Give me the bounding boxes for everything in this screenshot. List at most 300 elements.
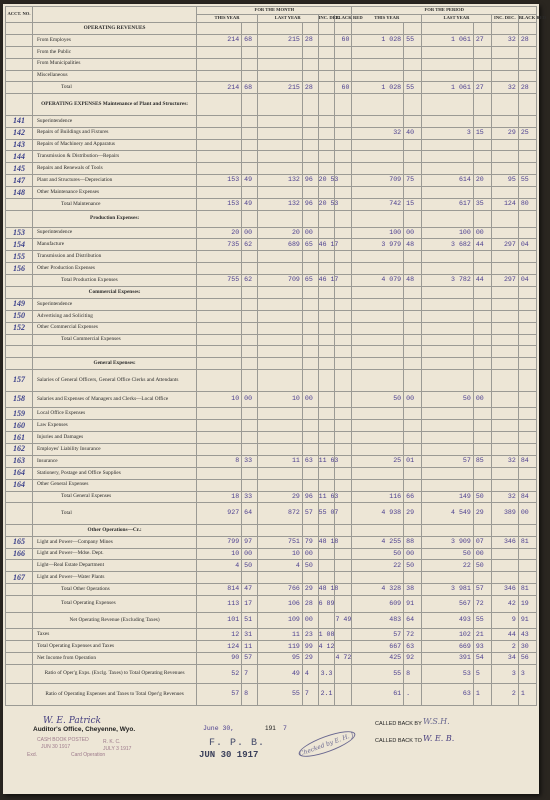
month-last-year-cents	[302, 420, 318, 432]
month-this-year-cents	[242, 286, 258, 298]
month-this-year-cents: 00	[242, 548, 258, 560]
ledger-row	[6, 584, 537, 596]
month-last-year-dollars	[257, 443, 302, 455]
ledger-row	[6, 275, 537, 287]
footer	[3, 706, 539, 794]
month-this-year-dollars	[197, 479, 242, 491]
period-last-year-dollars	[422, 298, 474, 310]
month-last-year-cents: 28	[302, 82, 318, 94]
account-number: 165	[6, 536, 33, 548]
called-back-by-label: CALLED BACK BY	[375, 721, 422, 727]
row-description: Total Other Operations	[32, 584, 196, 596]
period-inc-dec-dollars	[491, 46, 518, 58]
period-this-year-dollars: 50	[352, 391, 404, 408]
ledger-row	[6, 467, 537, 479]
period-inc-dec-cents	[518, 443, 536, 455]
row-description: OPERATING EXPENSES Maintenance of Plant and Structures:	[32, 94, 196, 115]
period-this-year-dollars	[352, 572, 404, 584]
period-last-year-dollars	[422, 370, 474, 391]
period-last-year-dollars	[422, 163, 474, 175]
month-last-year-dollars	[257, 524, 302, 536]
month-red	[335, 596, 352, 613]
called-back-to-initials: W. E. B.	[423, 734, 455, 743]
period-inc-dec-dollars: 95	[491, 175, 518, 187]
period-inc-dec-cents	[518, 251, 536, 263]
month-this-year-cents: 00	[242, 391, 258, 408]
month-this-year-cents	[242, 151, 258, 163]
month-black: 6 89	[318, 596, 335, 613]
period-inc-dec-cents	[518, 115, 536, 127]
month-this-year-cents	[242, 346, 258, 358]
row-description: From Municipalities	[32, 58, 196, 70]
month-this-year-cents	[242, 210, 258, 227]
month-last-year-cents	[302, 334, 318, 346]
period-inc-dec-cents: 43	[518, 629, 536, 641]
account-number: 141	[6, 115, 33, 127]
period-inc-dec-cents	[518, 70, 536, 82]
month-last-year-dollars	[257, 115, 302, 127]
month-red	[335, 187, 352, 199]
period-last-year-dollars	[422, 94, 474, 115]
period-inc-dec-dollars: 3	[491, 665, 518, 684]
row-description: Repairs and Renewals of Tools	[32, 163, 196, 175]
period-last-year-dollars: 100	[422, 227, 474, 239]
month-last-year-dollars	[257, 263, 302, 275]
period-last-year-cents	[473, 187, 491, 199]
period-inc-dec-dollars	[491, 420, 518, 432]
month-red: 60	[335, 34, 352, 46]
month-red	[335, 443, 352, 455]
period-inc-dec-cents: 30	[518, 641, 536, 653]
month-last-year-dollars	[257, 572, 302, 584]
period-last-year-cents	[473, 151, 491, 163]
account-number	[6, 286, 33, 298]
month-black	[318, 82, 335, 94]
period-this-year-cents	[404, 151, 422, 163]
period-this-year-cents: 88	[404, 536, 422, 548]
card-operation-stamp: Card Operation	[71, 752, 106, 758]
period-last-year-cents	[473, 432, 491, 444]
account-number: 145	[6, 163, 33, 175]
account-number: 149	[6, 298, 33, 310]
period-this-year-cents: 91	[404, 596, 422, 613]
account-number: 156	[6, 263, 33, 275]
period-last-year-cents: 50	[473, 491, 491, 503]
period-last-year-dollars: 63	[422, 684, 474, 706]
account-number: 162	[6, 443, 33, 455]
period-last-year-header: LAST YEAR	[422, 15, 492, 23]
month-last-year-dollars	[257, 298, 302, 310]
month-last-year-dollars	[257, 334, 302, 346]
period-last-year-cents	[473, 210, 491, 227]
month-black	[318, 139, 335, 151]
month-last-year-dollars	[257, 70, 302, 82]
month-this-year-dollars: 214	[197, 34, 242, 46]
month-last-year-dollars	[257, 127, 302, 139]
month-red	[335, 310, 352, 322]
month-last-year-dollars: 751	[257, 536, 302, 548]
month-red	[335, 46, 352, 58]
period-this-year-cents: 66	[404, 491, 422, 503]
month-this-year-dollars	[197, 358, 242, 370]
row-description: Local Office Expenses	[32, 408, 196, 420]
row-description: Superintendence	[32, 298, 196, 310]
month-red	[335, 408, 352, 420]
month-red	[335, 391, 352, 408]
month-last-year-cents	[302, 46, 318, 58]
row-description: Law Expenses	[32, 420, 196, 432]
period-last-year-dollars: 391	[422, 653, 474, 665]
month-last-year-dollars: 132	[257, 198, 302, 210]
month-this-year-cents	[242, 298, 258, 310]
account-number	[6, 629, 33, 641]
month-last-year-dollars: 106	[257, 596, 302, 613]
period-inc-dec-dollars	[491, 210, 518, 227]
account-number: 152	[6, 322, 33, 334]
period-last-year-cents: 50	[473, 560, 491, 572]
period-last-year-dollars	[422, 286, 474, 298]
row-description: Advertising and Soliciting	[32, 310, 196, 322]
month-last-year-cents	[302, 443, 318, 455]
month-black	[318, 151, 335, 163]
period-this-year-cents	[404, 334, 422, 346]
period-this-year-cents	[404, 358, 422, 370]
month-this-year-cents	[242, 524, 258, 536]
period-this-year-dollars: 742	[352, 198, 404, 210]
period-this-year-cents	[404, 251, 422, 263]
ledger-row	[6, 358, 537, 370]
period-this-year-dollars	[352, 479, 404, 491]
month-last-year-dollars: 20	[257, 227, 302, 239]
month-red	[335, 127, 352, 139]
period-inc-dec-cents	[518, 23, 536, 35]
period-this-year-cents: 00	[404, 391, 422, 408]
period-inc-dec-dollars	[491, 227, 518, 239]
period-inc-dec-dollars	[491, 139, 518, 151]
period-last-year-dollars	[422, 139, 474, 151]
period-last-year-dollars: 614	[422, 175, 474, 187]
account-number	[6, 34, 33, 46]
month-black-red-header: BLACK RED	[335, 15, 352, 23]
month-last-year-dollars	[257, 139, 302, 151]
month-this-year-dollars	[197, 432, 242, 444]
month-this-year-dollars	[197, 151, 242, 163]
month-black	[318, 70, 335, 82]
period-this-year-dollars	[352, 432, 404, 444]
period-this-year-cents: .	[404, 684, 422, 706]
month-red	[335, 572, 352, 584]
month-this-year-dollars	[197, 408, 242, 420]
account-number	[6, 46, 33, 58]
period-this-year-dollars: 4 079	[352, 275, 404, 287]
month-last-year-dollars: 109	[257, 612, 302, 629]
month-black	[318, 127, 335, 139]
month-last-year-dollars: 766	[257, 584, 302, 596]
month-black	[318, 560, 335, 572]
month-black	[318, 653, 335, 665]
account-number: 155	[6, 251, 33, 263]
period-last-year-cents: 21	[473, 629, 491, 641]
row-description: Transmission & Distribution—Repairs	[32, 151, 196, 163]
row-description: Stationery, Postage and Office Supplies	[32, 467, 196, 479]
period-this-year-dollars	[352, 298, 404, 310]
period-this-year-dollars	[352, 58, 404, 70]
period-last-year-cents: 54	[473, 653, 491, 665]
month-black: 11 63	[318, 455, 335, 467]
period-last-year-cents: 55	[473, 612, 491, 629]
period-this-year-cents	[404, 346, 422, 358]
month-last-year-cents: 57	[302, 503, 318, 524]
month-this-year-cents	[242, 23, 258, 35]
period-inc-dec-dollars: 9	[491, 612, 518, 629]
ledger-sheet	[3, 4, 547, 794]
month-black	[318, 251, 335, 263]
period-last-year-cents: 27	[473, 82, 491, 94]
ledger-row	[6, 455, 537, 467]
month-last-year-cents: 65	[302, 239, 318, 251]
period-this-year-cents	[404, 420, 422, 432]
ledger-row	[6, 432, 537, 444]
month-this-year-cents: 8	[242, 684, 258, 706]
period-last-year-cents	[473, 46, 491, 58]
ledger-row	[6, 310, 537, 322]
period-inc-dec-cents: 55	[518, 175, 536, 187]
month-this-year-dollars	[197, 322, 242, 334]
period-inc-dec-dollars	[491, 467, 518, 479]
month-red: 60	[335, 82, 352, 94]
row-description: Ratio of Operating Expenses and Taxes to Total Oper'g Revenues	[32, 684, 196, 706]
month-this-year-dollars: 927	[197, 503, 242, 524]
ledger-row	[6, 420, 537, 432]
month-this-year-cents	[242, 251, 258, 263]
month-black: 1 08	[318, 629, 335, 641]
period-this-year-dollars: 22	[352, 560, 404, 572]
month-this-year-dollars: 10	[197, 548, 242, 560]
period-last-year-cents: 72	[473, 596, 491, 613]
month-this-year-cents: 68	[242, 34, 258, 46]
account-number	[6, 491, 33, 503]
month-last-year-dollars	[257, 310, 302, 322]
month-this-year-cents	[242, 322, 258, 334]
period-last-year-dollars	[422, 251, 474, 263]
period-last-year-cents: 29	[473, 503, 491, 524]
month-red	[335, 641, 352, 653]
account-number: 166	[6, 548, 33, 560]
ledger-row	[6, 653, 537, 665]
month-this-year-cents	[242, 46, 258, 58]
period-inc-dec-dollars	[491, 23, 518, 35]
period-inc-dec-dollars	[491, 358, 518, 370]
month-this-year-dollars	[197, 58, 242, 70]
period-last-year-dollars	[422, 420, 474, 432]
month-red	[335, 334, 352, 346]
account-number	[6, 70, 33, 82]
exd-stamp: Exd.	[27, 752, 38, 758]
account-number: 153	[6, 227, 33, 239]
period-inc-dec-dollars: 124	[491, 198, 518, 210]
month-last-year-cents	[302, 251, 318, 263]
period-last-year-cents	[473, 23, 491, 35]
month-black: 2.1	[318, 684, 335, 706]
month-last-year-dollars	[257, 187, 302, 199]
period-inc-dec-cents	[518, 548, 536, 560]
month-this-year-dollars	[197, 263, 242, 275]
month-this-year-dollars	[197, 163, 242, 175]
month-black: 20 53	[318, 175, 335, 187]
period-last-year-dollars: 53	[422, 665, 474, 684]
month-this-year-dollars	[197, 251, 242, 263]
month-this-year-cents: 47	[242, 584, 258, 596]
account-number	[6, 334, 33, 346]
period-inc-dec-dollars	[491, 263, 518, 275]
row-description: From Employes	[32, 34, 196, 46]
period-inc-dec-dollars	[491, 524, 518, 536]
period-inc-dec-cents	[518, 227, 536, 239]
period-last-year-dollars	[422, 310, 474, 322]
period-last-year-dollars: 50	[422, 391, 474, 408]
row-description	[32, 346, 196, 358]
period-inc-dec-dollars: 32	[491, 491, 518, 503]
period-this-year-dollars	[352, 310, 404, 322]
auditor-office: Auditor's Office, Cheyenne, Wyo.	[33, 726, 136, 733]
month-last-year-cents	[302, 187, 318, 199]
month-last-year-cents	[302, 163, 318, 175]
month-red	[335, 23, 352, 35]
period-this-year-dollars	[352, 163, 404, 175]
row-description: Taxes	[32, 629, 196, 641]
called-back-by-initials: W.S.H.	[423, 717, 450, 726]
month-this-year-cents: 31	[242, 629, 258, 641]
period-last-year-dollars	[422, 572, 474, 584]
month-last-year-dollars: 215	[257, 34, 302, 46]
period-last-year-dollars: 22	[422, 560, 474, 572]
month-red	[335, 70, 352, 82]
period-inc-dec-dollars: 346	[491, 536, 518, 548]
month-last-year-cents	[302, 310, 318, 322]
row-description: Total	[32, 503, 196, 524]
for-the-period-header: FOR THE PERIOD	[352, 7, 537, 15]
period-this-year-cents: 72	[404, 629, 422, 641]
month-red: 4 72	[335, 653, 352, 665]
period-inc-dec-cents	[518, 358, 536, 370]
month-this-year-dollars	[197, 94, 242, 115]
period-inc-dec-cents	[518, 58, 536, 70]
month-this-year-dollars	[197, 572, 242, 584]
for-the-month-header: FOR THE MONTH	[197, 7, 352, 15]
row-description: Repairs of Buildings and Fixtures	[32, 127, 196, 139]
month-this-year-dollars	[197, 524, 242, 536]
period-this-year-dollars: 116	[352, 491, 404, 503]
row-description: Total Operating Expenses	[32, 596, 196, 613]
period-last-year-dollars	[422, 70, 474, 82]
month-last-year-dollars	[257, 479, 302, 491]
period-inc-dec-cents	[518, 479, 536, 491]
month-this-year-cents: 11	[242, 641, 258, 653]
ledger-row	[6, 479, 537, 491]
month-this-year-cents	[242, 408, 258, 420]
period-last-year-cents: 93	[473, 641, 491, 653]
period-this-year-cents	[404, 58, 422, 70]
month-last-year-dollars	[257, 286, 302, 298]
row-description: Total Maintenance	[32, 198, 196, 210]
row-description: Light and Power—Mdse. Dept.	[32, 548, 196, 560]
period-last-year-dollars: 669	[422, 641, 474, 653]
month-black	[318, 263, 335, 275]
period-last-year-dollars: 1 061	[422, 34, 474, 46]
period-inc-dec-cents: 28	[518, 34, 536, 46]
month-red	[335, 420, 352, 432]
month-last-year-cents	[302, 286, 318, 298]
month-red	[335, 346, 352, 358]
ledger-row	[6, 408, 537, 420]
month-last-year-cents	[302, 467, 318, 479]
ledger-row	[6, 560, 537, 572]
period-this-year-dollars: 25	[352, 455, 404, 467]
month-last-year-cents: 7	[302, 684, 318, 706]
month-this-year-cents	[242, 467, 258, 479]
period-this-year-dollars: 4 255	[352, 536, 404, 548]
month-this-year-dollars: 799	[197, 536, 242, 548]
month-this-year-cents	[242, 358, 258, 370]
month-last-year-dollars: 4	[257, 560, 302, 572]
ledger-row	[6, 175, 537, 187]
account-number	[6, 596, 33, 613]
period-inc-dec-cents: 28	[518, 82, 536, 94]
month-last-year-cents: 00	[302, 612, 318, 629]
month-last-year-cents: 23	[302, 629, 318, 641]
account-number	[6, 560, 33, 572]
month-last-year-dollars: 49	[257, 665, 302, 684]
month-last-year-dollars	[257, 46, 302, 58]
account-number	[6, 584, 33, 596]
account-number: 158	[6, 391, 33, 408]
period-inc-dec-cents	[518, 391, 536, 408]
period-inc-dec-dollars	[491, 115, 518, 127]
ledger-row	[6, 684, 537, 706]
month-this-year-dollars: 735	[197, 239, 242, 251]
ledger-row	[6, 298, 537, 310]
ledger-row	[6, 251, 537, 263]
period-this-year-dollars	[352, 210, 404, 227]
ledger-row	[6, 115, 537, 127]
period-last-year-dollars: 1 061	[422, 82, 474, 94]
month-red	[335, 151, 352, 163]
month-this-year-cents: 33	[242, 455, 258, 467]
month-black	[318, 46, 335, 58]
period-inc-dec-cents: 00	[518, 503, 536, 524]
period-last-year-dollars: 149	[422, 491, 474, 503]
month-this-year-dollars	[197, 286, 242, 298]
ledger-row	[6, 227, 537, 239]
month-black	[318, 548, 335, 560]
period-last-year-cents	[473, 524, 491, 536]
period-inc-dec-dollars: 346	[491, 584, 518, 596]
month-this-year-dollars	[197, 310, 242, 322]
period-last-year-cents	[473, 163, 491, 175]
account-number: 157	[6, 370, 33, 391]
month-last-year-dollars: 11	[257, 455, 302, 467]
month-last-year-cents: 4	[302, 665, 318, 684]
period-inc-dec-cents	[518, 151, 536, 163]
month-last-year-dollars: 215	[257, 82, 302, 94]
month-last-year-cents	[302, 127, 318, 139]
row-description: Transmission and Distribution	[32, 251, 196, 263]
year-prefix: 191	[265, 725, 276, 732]
period-inc-dec-dollars	[491, 443, 518, 455]
month-red	[335, 139, 352, 151]
month-red	[335, 467, 352, 479]
month-last-year-cents: 96	[302, 491, 318, 503]
